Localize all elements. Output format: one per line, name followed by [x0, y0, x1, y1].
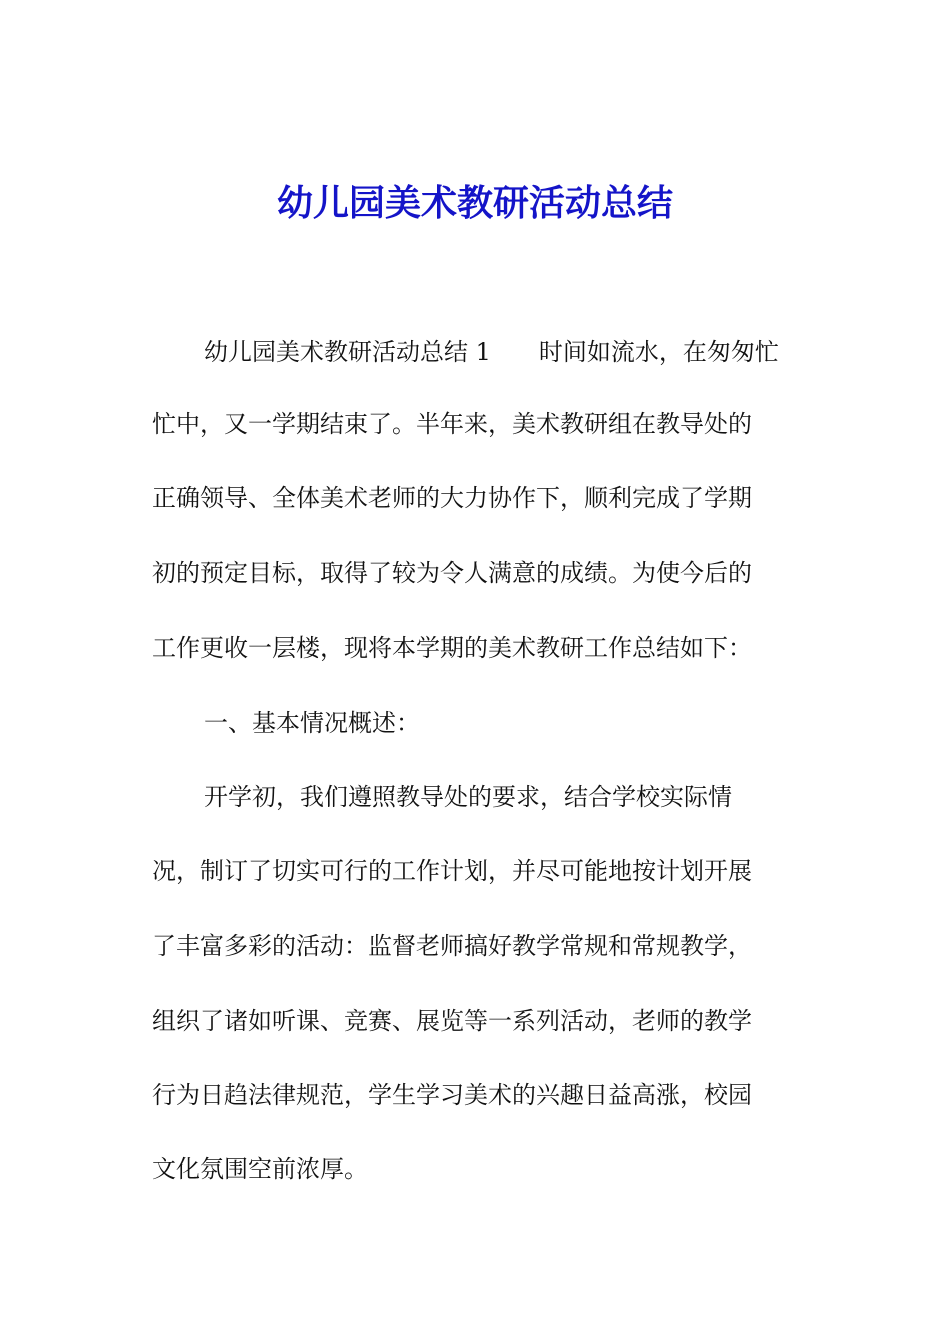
- paragraph-line: 组织了诸如听课、竞赛、展览等一系列活动，老师的教学: [152, 1007, 752, 1035]
- section-heading: 一、基本情况概述：: [204, 709, 420, 737]
- paragraph-line: 开学初，我们遵照教导处的要求，结合学校实际情: [204, 783, 732, 811]
- paragraph-line: 了丰富多彩的活动：监督老师搞好教学常规和常规教学，: [152, 932, 752, 960]
- paragraph-line: 忙中，又一学期结束了。半年来，美术教研组在教导处的: [152, 410, 752, 438]
- paragraph-line: 初的预定目标，取得了较为令人满意的成绩。为使今后的: [152, 559, 752, 587]
- paragraph-line: 况，制订了切实可行的工作计划，并尽可能地按计划开展: [152, 857, 752, 885]
- paragraph-heading: 幼儿园美术教研活动总结 1: [204, 338, 491, 366]
- paragraph-text: 时间如流水，在匆匆忙: [538, 338, 779, 366]
- paragraph-line: [204, 334, 779, 370]
- paragraph-line: 行为日趋法律规范，学生学习美术的兴趣日益高涨，校园: [152, 1081, 752, 1109]
- paragraph-line: 文化氛围空前浓厚。: [152, 1155, 368, 1183]
- document-title: 幼儿园美术教研活动总结: [276, 182, 673, 224]
- paragraph-line: 正确领导、全体美术老师的大力协作下，顺利完成了学期: [152, 484, 752, 512]
- paragraph-line: 工作更收一层楼，现将本学期的美术教研工作总结如下：: [152, 634, 752, 662]
